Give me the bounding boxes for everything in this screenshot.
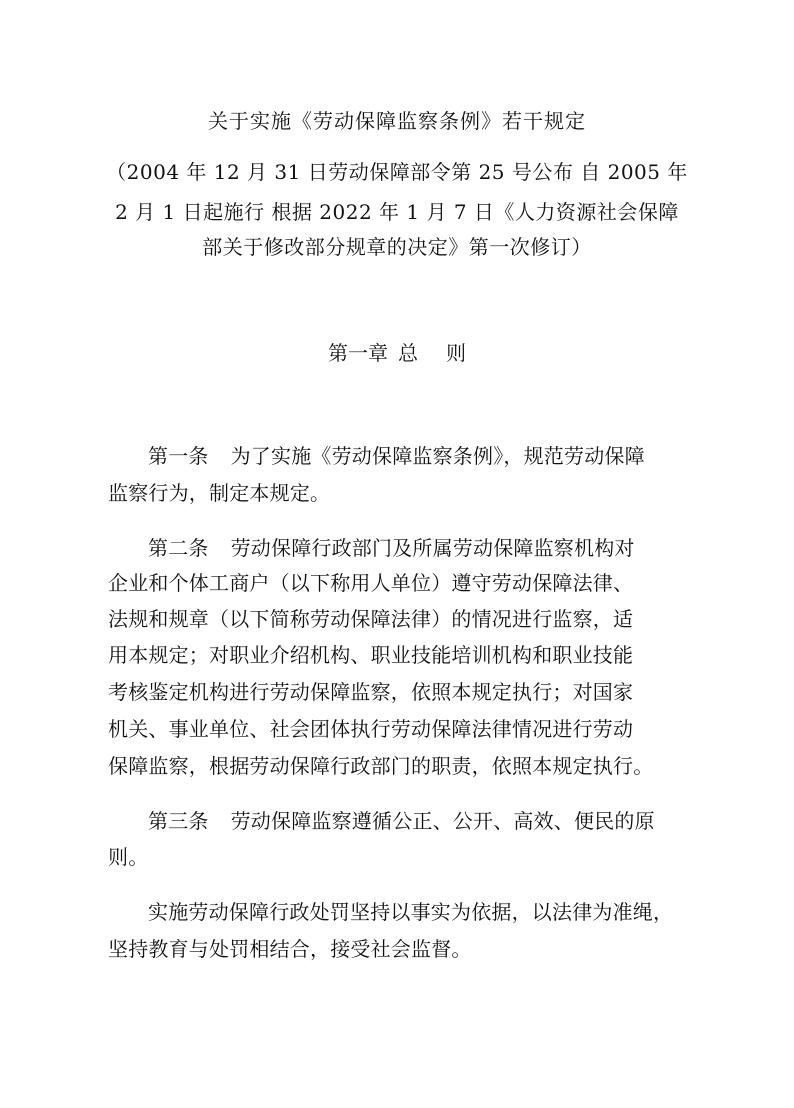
chapter-heading <box>0 338 794 368</box>
article-2-number: 第二条 <box>148 536 209 560</box>
article-1-number: 第一条 <box>148 444 209 468</box>
chapter-name-part-2: 则 <box>446 341 466 365</box>
article-3-text-line-1: 劳动保障监察遵循公正、公开、高效、便民的原 <box>230 809 655 833</box>
article-2-text-line-3: 法规和规章（以下简称劳动保障法律）的情况进行监察，适 <box>108 607 634 631</box>
chapter-number: 第一章 <box>328 341 388 365</box>
article-1-text-line-1: 为了实施《劳动保障监察条例》，规范劳动保障 <box>230 444 645 468</box>
subtitle-line-1: （2004 年 12 月 31 日劳动保障部令第 25 号公布 自 2005 年 <box>106 160 688 184</box>
article-2-text-line-5: 考核鉴定机构进行劳动保障监察，依照本规定执行；对国家 <box>108 680 634 704</box>
article-3-first-line <box>148 806 655 836</box>
paragraph-line-1: 实施劳动保障行政处罚坚持以事实为依据，以法律为准绳， <box>148 900 674 924</box>
article-2-first-line <box>148 533 635 563</box>
article-2-text-line-4: 用本规定；对职业介绍机构、职业技能培训机构和职业技能 <box>108 643 634 667</box>
subtitle-line-3: 部关于修改部分规章的决定》第一次修订） <box>202 235 592 259</box>
article-1-text-line-2: 监察行为，制定本规定。 <box>108 481 331 505</box>
article-3-text-line-2: 则。 <box>108 845 149 869</box>
article-2-text-line-7: 保障监察，根据劳动保障行政部门的职责，依照本规定执行。 <box>108 754 654 778</box>
document-title: 关于实施《劳动保障监察条例》若干规定 <box>208 109 586 133</box>
article-2-text-line-6: 机关、事业单位、社会团体执行劳动保障法律情况进行劳动 <box>108 717 634 741</box>
article-3-number: 第三条 <box>148 809 209 833</box>
article-2-text-line-1: 劳动保障行政部门及所属劳动保障监察机构对 <box>230 536 635 560</box>
chapter-name-part-1: 总 <box>398 341 418 365</box>
subtitle-line-2: 2 月 1 日起施行 根据 2022 年 1 月 7 日《人力资源社会保障 <box>115 200 679 224</box>
article-1-first-line <box>148 441 645 471</box>
paragraph-line-2: 坚持教育与处罚相结合，接受社会监督。 <box>108 937 472 961</box>
article-2-text-line-2: 企业和个体工商户（以下称用人单位）遵守劳动保障法律、 <box>108 571 634 595</box>
